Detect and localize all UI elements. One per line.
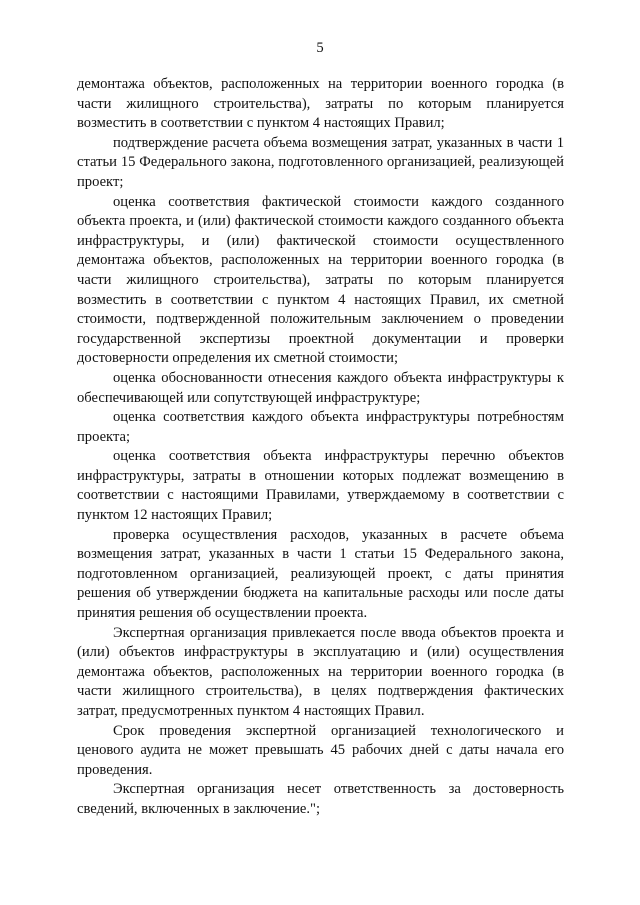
paragraph: оценка соответствия каждого объекта инфраструктуры потребностям проекта; [77, 409, 564, 445]
page-number: 5 [316, 40, 324, 56]
paragraph: подтверждение расчета объема возмещения затрат, указанных в части 1 статьи 15 Федерального закона, подготовленного организацией, реализующей проект; [77, 134, 564, 190]
paragraph: оценка соответствия объекта инфраструктуры перечню объектов инфраструктуры, затраты в отношении которых подлежат возмещению в соответствии с настоящими Правилами, утверждаемому в соответствии с пунктом 12 настоящих Правил; [77, 448, 564, 524]
paragraph: Срок проведения экспертной организацией технологического и ценового аудита не может превышать 45 рабочих дней с даты начала его проведения. [77, 722, 564, 778]
paragraph-continued: демонтажа объектов, расположенных на территории военного городка (в части жилищного строительства), затраты по которым планируется возместить в соответствии с пунктом 4 настоящих Правил; [77, 76, 564, 132]
paragraph: проверка осуществления расходов, указанных в расчете объема возмещения затрат, указанных в части 1 статьи 15 Федерального закона, подготовленном организацией, реализующей проект, с даты принятия решения об утверждении бюджета на капитальные расходы или после даты принятия решения об осуществлении проекта. [77, 526, 564, 622]
paragraph: оценка обоснованности отнесения каждого объекта инфраструктуры к обеспечивающей или сопутствующей инфраструктуре; [77, 369, 564, 406]
paragraph: Экспертная организация несет ответственность за достоверность сведений, включенных в заключение."; [77, 781, 564, 817]
paragraph: Экспертная организация привлекается после ввода объектов проекта и (или) объектов инфраструктуры в эксплуатацию и (или) осуществления демонтажа объектов, расположенных на территории военного городка (в части жилищного строительства), в целях подтверждения фактических затрат, предусмотренных пунктом 4 настоящих Правил. [77, 624, 564, 719]
paragraph: оценка соответствия фактической стоимости каждого созданного объекта проекта, и (или) фактической стоимости каждого созданного объекта инфраструктуры, и (или) фактической стоимости осуществленного демонтажа объектов, расположенных на территории военного городка (в части жилищного строительства), затраты по которым планируется возместить в соответствии с пунктом 4 настоящих Правил, их сметной стоимости, подтвержденной положительным заключением о проведении государственной экспертизы проектной документации и проверки достоверности определения их сметной стоимости; [77, 193, 564, 367]
document-body [77, 75, 564, 820]
